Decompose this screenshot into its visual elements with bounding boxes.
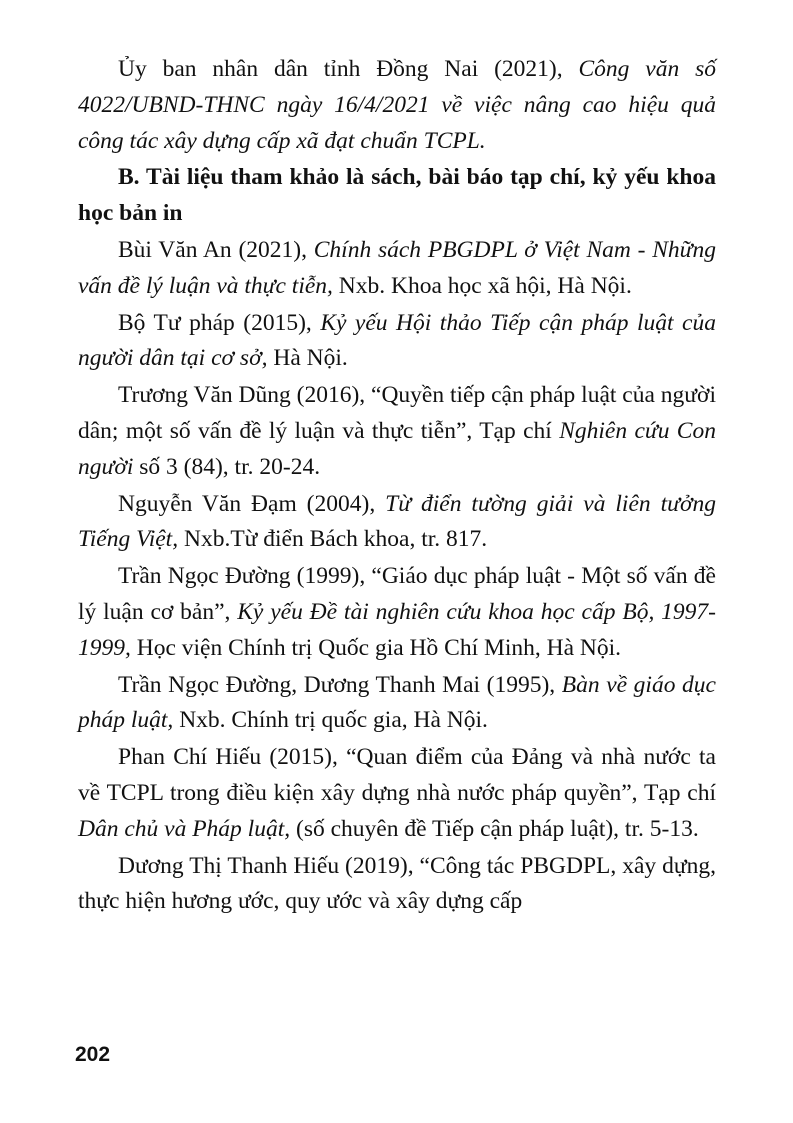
italic-title-text: Dân chủ và Pháp luật,	[78, 815, 291, 842]
text-segment: Phan Chí Hiếu (2015), “Quan điểm của Đảng và nhà nước ta về TCPL trong điều kiện xây dựng nhà nước pháp quyền”, Tạp chí	[78, 744, 716, 806]
text-segment: Trương Văn Dũng (2016), “Quyền tiếp cận pháp luật của người dân; một số vấn đề lý luận và thực tiễn”, Tạp chí	[78, 382, 716, 444]
reference-entry	[78, 378, 716, 485]
italic-title-text: Công văn số 4022/UBND-THNC ngày 16/4/2021 về việc nâng cao hiệu quả công tác xây dựng cấp xã đạt chuẩn TCPL.	[78, 56, 716, 154]
reference-entry	[78, 740, 716, 847]
text-segment: Học viện Chính trị Quốc gia Hồ Chí Minh, Hà Nội.	[130, 634, 622, 661]
text-segment: Bùi Văn An (2021),	[118, 236, 314, 263]
italic-title-text: Kỷ yếu Hội thảo Tiếp cận pháp luật của người dân tại cơ sở,	[78, 309, 716, 372]
italic-title-text: Kỷ yếu Đề tài nghiên cứu khoa học cấp Bộ, 1997-1999,	[78, 598, 716, 661]
text-segment: (số chuyên đề Tiếp cận pháp luật), tr. 5-13.	[290, 815, 699, 842]
text-segment: Nxb.Từ điển Bách khoa, tr. 817.	[178, 526, 488, 553]
text-segment: Hà Nội.	[267, 345, 348, 372]
text-segment: B. Tài liệu tham khảo là sách, bài báo tạp chí, kỷ yếu khoa học bản in	[78, 164, 716, 227]
text-segment: Nxb. Chính trị quốc gia, Hà Nội.	[173, 707, 488, 734]
text-segment: Trần Ngọc Đường, Dương Thanh Mai (1995),	[118, 671, 562, 698]
reference-entry	[78, 306, 716, 378]
text-segment: Nguyễn Văn Đạm (2004),	[118, 490, 386, 517]
text-segment: Dương Thị Thanh Hiếu (2019), “Công tác PBGDPL, xây dựng, thực hiện hương ước, quy ước và xây dựng cấp	[78, 852, 716, 915]
document-body	[78, 52, 716, 921]
reference-entry	[78, 487, 716, 559]
reference-entry	[78, 668, 716, 740]
italic-title-text: Bàn về giáo dục pháp luật,	[78, 671, 716, 734]
italic-title-text: Nghiên cứu Con người	[78, 417, 716, 480]
reference-entry	[78, 52, 716, 159]
reference-entry	[78, 849, 716, 921]
text-segment: Bộ Tư pháp (2015),	[118, 309, 321, 336]
italic-title-text: Từ điển tường giải và liên tưởng Tiếng Việt,	[78, 490, 716, 553]
reference-entry	[78, 559, 716, 666]
text-segment: Trần Ngọc Đường (1999), “Giáo dục pháp luật - Một số vấn đề lý luận cơ bản”,	[78, 563, 716, 625]
italic-title-text: Chính sách PBGDPL ở Việt Nam - Những vấn đề lý luận và thực tiễn,	[78, 236, 716, 299]
reference-entry	[78, 233, 716, 305]
text-segment: Nxb. Khoa học xã hội, Hà Nội.	[332, 272, 632, 299]
text-segment: Ủy ban nhân dân tỉnh Đồng Nai (2021),	[118, 56, 579, 82]
text-segment: số 3 (84), tr. 20-24.	[133, 453, 321, 480]
page-number: 202	[75, 1043, 111, 1066]
section-heading	[78, 160, 716, 232]
